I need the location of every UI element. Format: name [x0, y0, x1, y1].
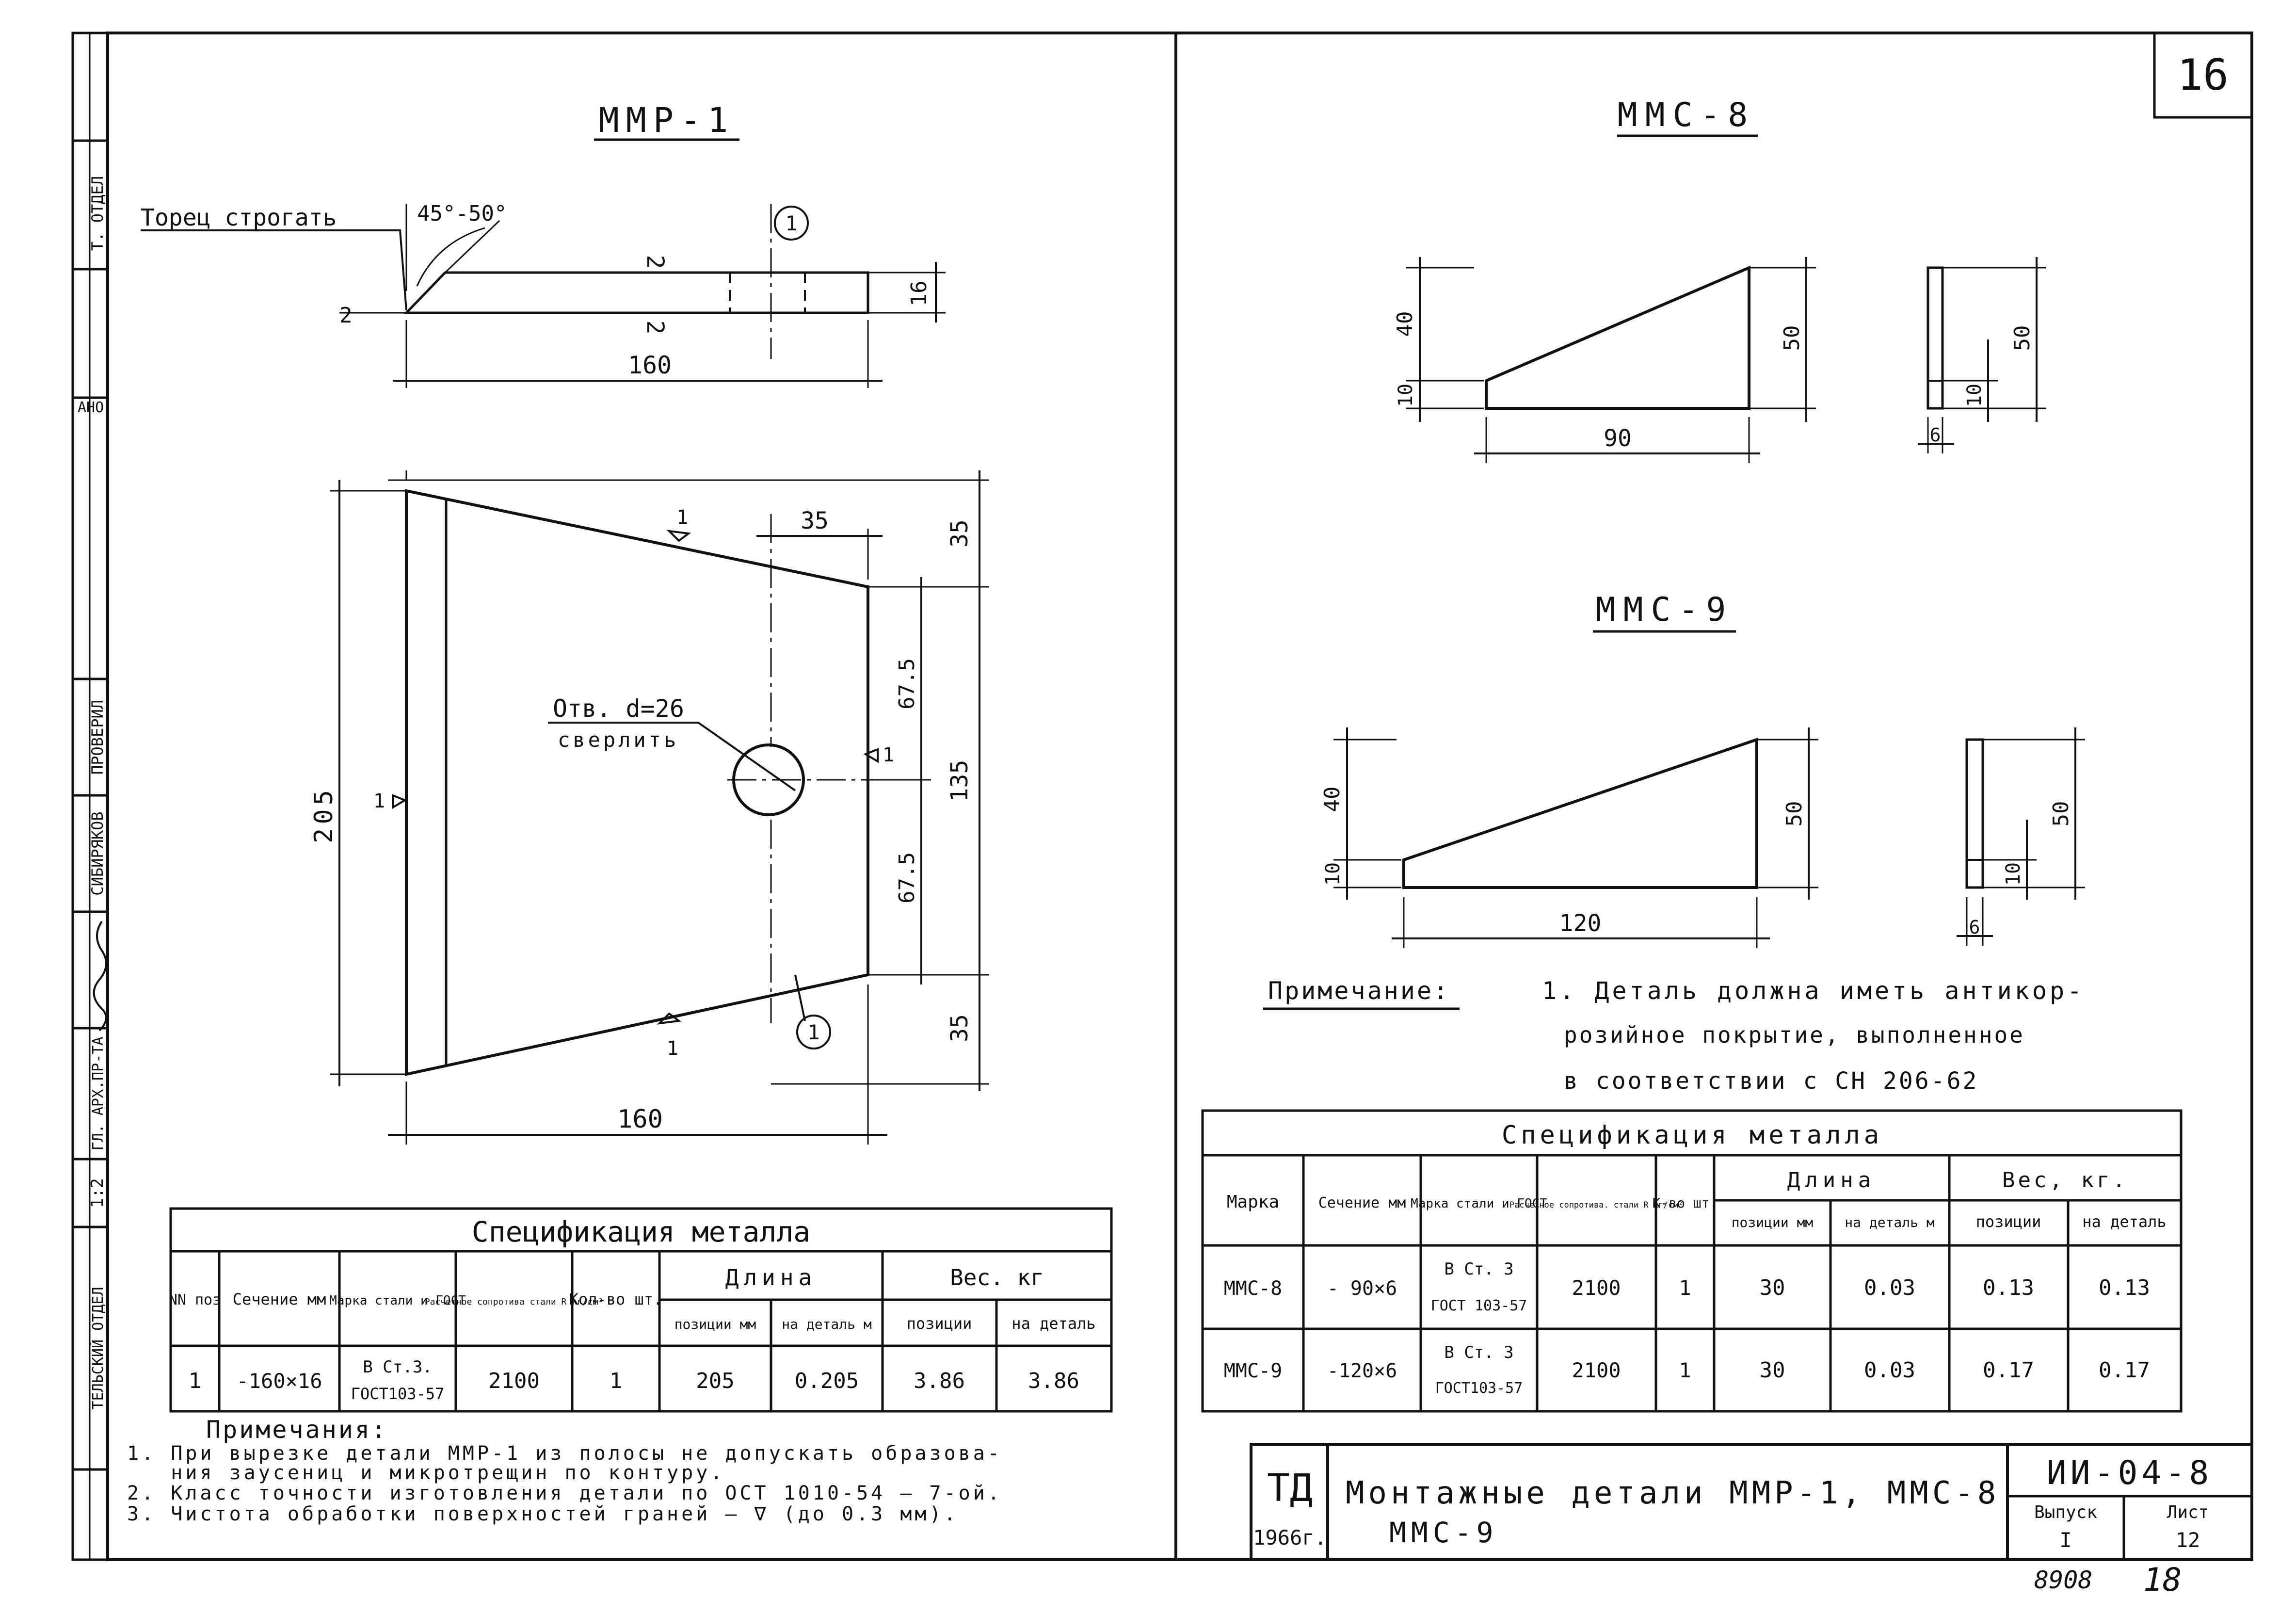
mmr1-top-weld-mark-lower: 2 [642, 320, 669, 335]
spec2-cell-mark: ММС-8 [1223, 1277, 1283, 1300]
mmr1-spec-h-length-det: на деталь м [782, 1316, 872, 1332]
mmr1-spec-cell-length-pos: 205 [696, 1369, 735, 1393]
handwritten-page-number: 18 [2143, 1561, 2182, 1598]
sheet-number: 16 [2177, 50, 2229, 100]
mmr1-notes-line-1: 1. При вырезке детали ММР-1 из полосы не допускать образова- [127, 1442, 1002, 1465]
title-block-sheet-label: Лист [2167, 1502, 2209, 1522]
mms9-dim-120: 120 [1559, 910, 1602, 937]
mmr1-notes-line-2: ния заусениц и микротрещин по контуру. [127, 1462, 725, 1484]
mms9-dim-50: 50 [1782, 801, 1807, 827]
mmr1-top-view [141, 204, 946, 388]
handwritten-archive-number: 8908 [2034, 1566, 2093, 1594]
strip-label-proveril: ПРОВЕРИЛ [88, 699, 107, 775]
spec2-row-mms9 [1224, 1343, 2150, 1397]
mmr1-spec-cell-length-det: 0.205 [794, 1369, 859, 1393]
spec2-h-weight-pos: позиции [1975, 1212, 2041, 1231]
strip-label-otdel: Т. ОТДЕЛ [88, 176, 107, 251]
mmr1-top-note: Торец строгать [141, 204, 337, 231]
spec2-row-mms8 [1224, 1259, 2150, 1314]
mmr1-spec-h-weight-pos: позиции [906, 1314, 972, 1333]
mms8-drawing [1486, 268, 1943, 408]
mmr1-spec-title: Спецификация металла [471, 1215, 811, 1248]
mms9-side-10: 10 [2002, 862, 2024, 886]
title-block-org: ТД [1267, 1467, 1313, 1510]
mmr1-plan-hole-label: Отв. d=26 [553, 694, 684, 723]
strip-label-gl-arh: ГЛ. АРХ.ПР-ТА [90, 1036, 107, 1151]
mms9-dims [1333, 727, 2085, 948]
mmr1-plan-dim-width: 160 [617, 1105, 663, 1134]
mmr1-plan-view [406, 491, 883, 1074]
mmr1-title: ММР-1 [598, 100, 735, 140]
spec2-cell-weight-pos: 0.17 [1983, 1358, 2034, 1383]
mmr1-top-angle: 45°-50° [417, 201, 507, 226]
mmr1-spec-h-steel: Марка стали и ГОСТ [329, 1293, 466, 1308]
spec2-h-mark: Марка [1226, 1192, 1280, 1212]
title-block-code: ИИ-04-8 [2046, 1454, 2213, 1492]
mms9-side-6: 6 [1969, 917, 1980, 938]
mmr1-spec-cell-section: -160×16 [236, 1369, 322, 1393]
right-note-line-3: в соответствии с СН 206-62 [1564, 1067, 1979, 1095]
spec2-h-length-det: на деталь м [1845, 1214, 1935, 1230]
mmr1-top-dim-small: 2 [339, 303, 353, 328]
mms8-side-50: 50 [2010, 325, 2035, 351]
mmr1-top-dim-length: 160 [627, 351, 672, 379]
mms9-dim-10: 10 [1322, 862, 1344, 886]
mmr1-top-dim-thickness: 16 [907, 280, 931, 307]
mmr1-spec-cell-steel-1: В Ст.3. [363, 1357, 433, 1377]
title-block-title-1: Монтажные детали ММР-1, ММС-8 [1346, 1475, 2000, 1511]
mmr1-plan-dim-height: 205 [309, 786, 338, 843]
mmr1-spec-cell-resistance: 2100 [488, 1369, 540, 1393]
spec2-cell-weight-det: 0.13 [2099, 1275, 2150, 1300]
spec2-title: Спецификация металла [1501, 1121, 1883, 1150]
spec2-cell-qty: 1 [1679, 1358, 1691, 1382]
right-note-title: Примечание: [1268, 977, 1450, 1005]
spec2-h-length-pos: позиции мм [1731, 1214, 1814, 1230]
mmr1-edge-mark-bottom: 1 [667, 1037, 679, 1060]
mms8-dim-50: 50 [1780, 325, 1804, 351]
mmr1-notes-line-3: 2. Класс точности изготовления детали по ОСТ 1010-54 — 7-ой. [127, 1482, 1002, 1504]
mms8-title: ММС-8 [1617, 96, 1756, 134]
strip-label-ano: АНО [78, 399, 104, 416]
title-block-issue-label: Выпуск [2034, 1502, 2098, 1522]
mms8-dim-10: 10 [1395, 383, 1417, 407]
mmr1-plan-hole-sub: сверлить [558, 728, 679, 752]
mms8-dims [1406, 257, 2046, 463]
right-note-line-1: 1. Деталь должна иметь антикор- [1542, 977, 2085, 1005]
mmr1-spec-cell-qty: 1 [609, 1369, 623, 1393]
mms8-side-6: 6 [1929, 424, 1941, 446]
spec2-h-weight-det: на деталь [2082, 1212, 2167, 1231]
mmr1-plan-dim-right-lower: 67.5 [895, 852, 919, 904]
mms9-side-50: 50 [2049, 801, 2073, 827]
mmr1-plan-dim-right-top: 35 [946, 519, 973, 548]
mmr1-edge-marks [393, 531, 878, 1023]
mmr1-spec-h-length: Длина [725, 1264, 817, 1291]
mmr1-spec-h-weight-det: на деталь [1012, 1314, 1096, 1333]
spec2-h-weight: Вес, кг. [2002, 1168, 2128, 1193]
spec2-cell-resistance: 2100 [1572, 1358, 1621, 1382]
mmr1-plan-dim-right-total: 135 [946, 759, 973, 802]
spec2-h-resistance: Расчетное сопротива. стали R кг/см² [1509, 1200, 1684, 1210]
mmr1-spec-h-length-pos: позиции мм [674, 1316, 756, 1332]
title-block-year: 1966г. [1253, 1526, 1327, 1550]
spec2-cell-length-pos: 30 [1759, 1275, 1785, 1300]
spec2-cell-section: -120×6 [1327, 1360, 1397, 1382]
mms9-drawing [1404, 740, 1983, 888]
spec2-cell-steel-1: В Ст. 3 [1444, 1343, 1514, 1362]
mmr1-notes-line-4: 3. Чистота обработки поверхностей граней — ∇ (до 0.3 мм). [127, 1503, 959, 1525]
mmr1-edge-mark-right: 1 [883, 744, 895, 766]
spec2-cell-qty: 1 [1679, 1276, 1691, 1300]
mmr1-notes-title: Примечания: [206, 1416, 388, 1444]
mmr1-spec-cell-pos: 1 [188, 1369, 202, 1393]
spec2-h-steel: Марка стали и ГОСТ [1411, 1196, 1547, 1211]
mmr1-plan-dim-hole-offset: 35 [801, 507, 829, 534]
spec2-cell-section: - 90×6 [1327, 1277, 1397, 1300]
spec2-cell-length-pos: 30 [1759, 1358, 1785, 1383]
mmr1-spec-row [189, 1357, 1079, 1403]
strip-label-sibiryakov: СИБИРЯКОВ [88, 811, 107, 896]
mms9-title: ММС-9 [1595, 591, 1734, 629]
strip-label-scale: 1:2 [88, 1178, 107, 1208]
spec2-cell-mark: ММС-9 [1223, 1360, 1283, 1382]
spec2-h-qty: К-во шт. [1652, 1195, 1718, 1211]
mmr1-spec-h-resistance: Расчетное сопротива стали R кг/см² [424, 1297, 604, 1307]
mmr1-spec-cell-weight-det: 3.86 [1028, 1369, 1079, 1393]
spec2-cell-length-det: 0.03 [1864, 1275, 1915, 1300]
mmr1-spec-h-section: Сечение мм [232, 1290, 326, 1308]
spec2-cell-weight-pos: 0.13 [1983, 1275, 2034, 1300]
spec2-cell-steel-1: В Ст. 3 [1444, 1259, 1514, 1279]
mmr1-plan-dim-right-bottom: 35 [946, 1014, 973, 1042]
spec2-cell-length-det: 0.03 [1864, 1358, 1915, 1383]
spec2-cell-weight-det: 0.17 [2099, 1358, 2150, 1383]
mmr1-spec-cell-weight-pos: 3.86 [914, 1369, 965, 1393]
mmr1-spec-h-weight: Вес. кг [950, 1264, 1044, 1291]
sheet-frame [108, 33, 2252, 1560]
spec2-h-length: Длина [1787, 1168, 1876, 1193]
mmr1-plan-dims [330, 470, 989, 1145]
title-block-issue-value: I [2059, 1528, 2072, 1552]
right-note-line-2: розийное покрытие, выполненное [1564, 1022, 2025, 1048]
mms8-dim-40: 40 [1393, 311, 1417, 337]
strip-label-tel-otdel: ТЕЛЬСКИЙ ОТДЕЛ [90, 1287, 107, 1410]
mms9-dim-40: 40 [1320, 786, 1345, 812]
mms8-dim-90: 90 [1604, 425, 1632, 452]
signature [94, 921, 106, 1031]
title-block-sheet-value: 12 [2175, 1528, 2200, 1552]
mms8-side-10: 10 [1963, 383, 1986, 407]
mmr1-plan-position-mark: 1 [807, 1020, 820, 1044]
mmr1-top-weld-mark-upper: 2 [642, 255, 669, 269]
mmr1-top-position-mark: 1 [785, 211, 798, 235]
mmr1-spec-h-pos: NN поз [168, 1291, 222, 1308]
mmr1-plan-dim-right-upper: 67.5 [895, 658, 919, 710]
mmr1-edge-mark-top: 1 [676, 506, 689, 529]
spec2-cell-steel-2: ГОСТ103-57 [1435, 1380, 1523, 1397]
spec2-h-section: Сечение мм [1318, 1194, 1406, 1211]
spec2-cell-resistance: 2100 [1572, 1276, 1621, 1300]
mmr1-edge-mark-left: 1 [373, 790, 385, 812]
spec2-cell-steel-2: ГОСТ 103-57 [1430, 1297, 1527, 1314]
mmr1-spec-cell-steel-2: ГОСТ103-57 [351, 1385, 445, 1403]
mmr1-spec-h-qty: Кол-во шт. [569, 1290, 663, 1308]
title-block-title-2: ММС-9 [1389, 1516, 1498, 1549]
